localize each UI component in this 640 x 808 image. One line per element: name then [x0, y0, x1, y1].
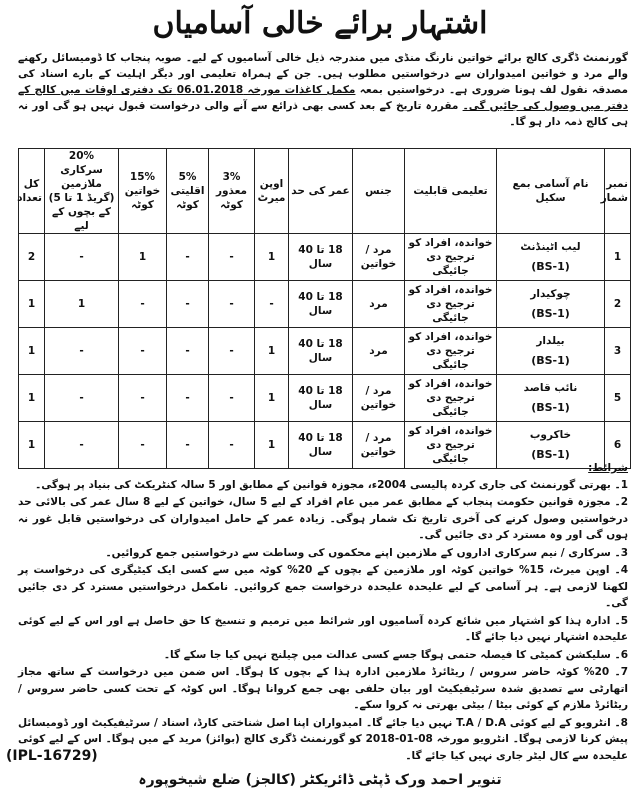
cell-minority-quota: - — [167, 234, 209, 281]
cell-employees-quota: 1 — [45, 281, 119, 328]
cell-post — [497, 281, 605, 328]
cell-age: 18 تا 40 سال — [289, 375, 353, 422]
table-row — [19, 234, 631, 281]
intro-line-2: مکمل کاغذات مورخہ 06.01.2018 تک دفتری اوقات میں کالج کے دفتر میں وصول کی جائیں گی۔ — [18, 84, 628, 112]
cell-total: 1 — [19, 328, 45, 375]
cell-gender: مرد — [353, 328, 405, 375]
post-name: بیلدار — [536, 335, 565, 347]
cell-women-quota: - — [119, 422, 167, 469]
cell-women-quota: - — [119, 375, 167, 422]
signature-line: تنویر احمد ورک ڈپٹی ڈائریکٹر (کالجز) ضلع شیخوپورہ — [138, 772, 502, 788]
condition-item: 7۔ 20% کوٹہ حاضر سروس / ریٹائرڈ ملازمین ادارہ ہذا کے بچوں کا ہوگا۔ اس ضمن میں درخواست کے ساتھ مجاز اتھارٹی سے تصدیق شدہ سرٹیفیکیٹ اور بیان حلفی بھی جمع کروانا ہوگا۔ اس کوٹہ کے تحت کسی حاضر سروس / ریٹائرڈ ملازم کے کوئی بیٹا / بیٹی بھرتی نہ کروا سکے۔ — [18, 666, 629, 711]
cell-serial: 1 — [605, 234, 631, 281]
cell-employees-quota: - — [45, 328, 119, 375]
cell-total: 2 — [19, 234, 45, 281]
header-women-quota: 15% خواتین کوٹہ — [119, 149, 167, 234]
cell-age: 18 تا 40 سال — [289, 281, 353, 328]
table-header-row — [19, 149, 631, 234]
condition-item: 8۔ انٹرویو کے لیے کوئی T.A / D.A نہیں دیا جائے گا۔ امیدواران اپنا اصل شناختی کارڈ، اسناد / سرٹیفیکیٹ اور ڈومیسائل پیش کرنا لازمی ہوگا۔ انٹرویو مورخہ 08-01-2018 کو گورنمنٹ ڈگری کالج (بوائز) مرید کے میں ہوگا۔ اس کے لیے کوئی علیحدہ سے کال لیٹر جاری نہیں کیا جائے گا۔ — [18, 716, 628, 762]
cell-post — [497, 375, 605, 422]
header-disabled-quota: 3% معذور کوٹہ — [209, 149, 255, 234]
post-scale: (BS-1) — [531, 307, 570, 320]
table-row — [19, 328, 631, 375]
cell-employees-quota: - — [45, 234, 119, 281]
advertisement-page — [4, 2, 636, 806]
header-employees-quota: 20% سرکاری ملازمین (گریڈ 1 تا 5) کے بچوں کے لیے — [45, 149, 119, 234]
condition-item: 5۔ ادارہ ہذا کو اشتہار میں شائع کردہ آسامیوں اور شرائط میں ترمیم و تنسیخ کا حق حاصل ہے اور اس کے لیے کوئی علیحدہ اشتہار نہیں دیا جائے گا۔ — [18, 614, 628, 643]
header-total: کل تعداد — [19, 149, 45, 234]
cell-minority-quota: - — [167, 281, 209, 328]
cell-serial: 2 — [605, 281, 631, 328]
vacancies-table — [18, 148, 631, 469]
cell-gender: مرد / خواتین — [353, 422, 405, 469]
cell-serial: 3 — [605, 328, 631, 375]
cell-gender: مرد — [353, 281, 405, 328]
cell-disabled-quota: - — [209, 375, 255, 422]
cell-serial: 5 — [605, 375, 631, 422]
cell-post — [497, 328, 605, 375]
cell-disabled-quota: - — [209, 281, 255, 328]
post-name: خاکروب — [529, 429, 572, 441]
cell-women-quota: - — [119, 281, 167, 328]
ipl-code: (IPL-16729) — [6, 748, 98, 764]
post-scale: (BS-1) — [531, 260, 570, 273]
cell-post — [497, 234, 605, 281]
cell-minority-quota: - — [167, 328, 209, 375]
condition-item: 1۔ بھرتی گورنمنٹ کی جاری کردہ پالیسی 2004ء، مجوزہ قوانین کے مطابق اور 5 سالہ کنٹریکٹ کی بنیاد پر ہوگی۔ — [35, 478, 628, 491]
conditions-heading: شرائط: — [588, 462, 628, 474]
cell-open-merit: 1 — [255, 328, 289, 375]
cell-women-quota: 1 — [119, 234, 167, 281]
condition-item: 2۔ مجوزہ قوانین حکومت پنجاب کے مطابق عمر میں عام افراد کے لیے 5 سال، خواتین کے لیے 8 سال عمر کی بالائی حد درخواستیں وصول کرنے کی آخری تاریخ تک شمار ہوگی۔ زیادہ عمر کے حامل امیدواران کی درخواستیں قابل غور نہ ہوں گی اور وہ مسترد کر دی جائیں گی۔ — [18, 496, 628, 541]
condition-item: 4۔ اوپن میرٹ، 15% خواتین کوٹہ اور ملازمین کے بچوں کے 20% کوٹہ میں سے کسی ایک کیٹیگری کی درخواست پر لکھنا لازمی ہے۔ ہر آسامی کے لیے علیحدہ علیحدہ درخواست جمع کروائیں۔ نامکمل درخواستیں مسترد کر دی جائیں گی۔ — [18, 564, 628, 609]
intro-line-1: گورنمنٹ ڈگری کالج برائے خواتین نارنگ منڈی میں مندرجہ ذیل خالی آسامیوں کے لیے۔ صوبہ پنجاب کا ڈومیسائل رکھنے والے مرد و خواتین امیدواران سے درخواستیں مطلوب ہیں۔ جن کے ہمراہ تعلیمی اور دیگر اہلیت کے بارے اسناد کی مصدقہ نقول لف ہونا ضروری ہے۔ درخواستیں بمعہ — [18, 52, 628, 96]
table-row — [19, 375, 631, 422]
header-gender: جنس — [353, 149, 405, 234]
cell-qualification: خواندہ، افراد کو ترجیح دی جائیگی — [405, 375, 497, 422]
cell-qualification: خواندہ، افراد کو ترجیح دی جائیگی — [405, 422, 497, 469]
conditions-section — [18, 460, 628, 760]
cell-gender: مرد / خواتین — [353, 234, 405, 281]
intro-paragraph — [18, 50, 628, 146]
cell-women-quota: - — [119, 328, 167, 375]
cell-disabled-quota: - — [209, 234, 255, 281]
cell-total: 1 — [19, 375, 45, 422]
cell-employees-quota: - — [45, 375, 119, 422]
cell-total: 1 — [19, 422, 45, 469]
header-serial: نمبر شمار — [605, 149, 631, 234]
cell-open-merit: 1 — [255, 234, 289, 281]
cell-open-merit: - — [255, 281, 289, 328]
header-minority-quota: 5% اقلیتی کوٹہ — [167, 149, 209, 234]
cell-qualification: خواندہ، افراد کو ترجیح دی جائیگی — [405, 328, 497, 375]
header-age: عمر کی حد — [289, 149, 353, 234]
cell-open-merit: 1 — [255, 422, 289, 469]
header-post: نام آسامی بمع سکیل — [497, 149, 605, 234]
post-scale: (BS-1) — [531, 354, 570, 367]
cell-qualification: خواندہ، افراد کو ترجیح دی جائیگی — [405, 281, 497, 328]
cell-age: 18 تا 40 سال — [289, 234, 353, 281]
post-scale: (BS-1) — [531, 401, 570, 414]
cell-minority-quota: - — [167, 422, 209, 469]
intro-line-3: مقررہ تاریخ کے بعد کسی بھی ذرائع سے آنے والی درخواست قبول نہیں ہو گی اور نہ ہی کالج ذمہ دار ہو گا۔ — [18, 100, 628, 128]
header-open-merit: اوپن میرٹ — [255, 149, 289, 234]
condition-item: 6۔ سلیکشن کمیٹی کا فیصلہ حتمی ہوگا جسے کسی عدالت میں چیلنج نہیں کیا جا سکے گا۔ — [163, 648, 628, 661]
post-scale: (BS-1) — [531, 448, 570, 461]
cell-age: 18 تا 40 سال — [289, 422, 353, 469]
table-row — [19, 281, 631, 328]
post-name: چوکیدار — [530, 288, 571, 300]
post-name: لیب اٹینڈنٹ — [520, 241, 581, 253]
cell-age: 18 تا 40 سال — [289, 328, 353, 375]
cell-open-merit: 1 — [255, 375, 289, 422]
cell-employees-quota: - — [45, 422, 119, 469]
post-name: نائب قاصد — [523, 382, 578, 394]
cell-disabled-quota: - — [209, 422, 255, 469]
page-title: اشتہار برائے خالی آسامیاں — [152, 6, 488, 41]
cell-gender: مرد / خواتین — [353, 375, 405, 422]
cell-serial: 6 — [605, 422, 631, 469]
cell-qualification: خواندہ، افراد کو ترجیح دی جائیگی — [405, 234, 497, 281]
header-qualification: تعلیمی قابلیت — [405, 149, 497, 234]
cell-minority-quota: - — [167, 375, 209, 422]
condition-item: 3۔ سرکاری / نیم سرکاری اداروں کے ملازمین اپنے محکموں کی وساطت سے درخواستیں جمع کروائیں۔ — [105, 546, 628, 559]
cell-disabled-quota: - — [209, 328, 255, 375]
cell-total: 1 — [19, 281, 45, 328]
